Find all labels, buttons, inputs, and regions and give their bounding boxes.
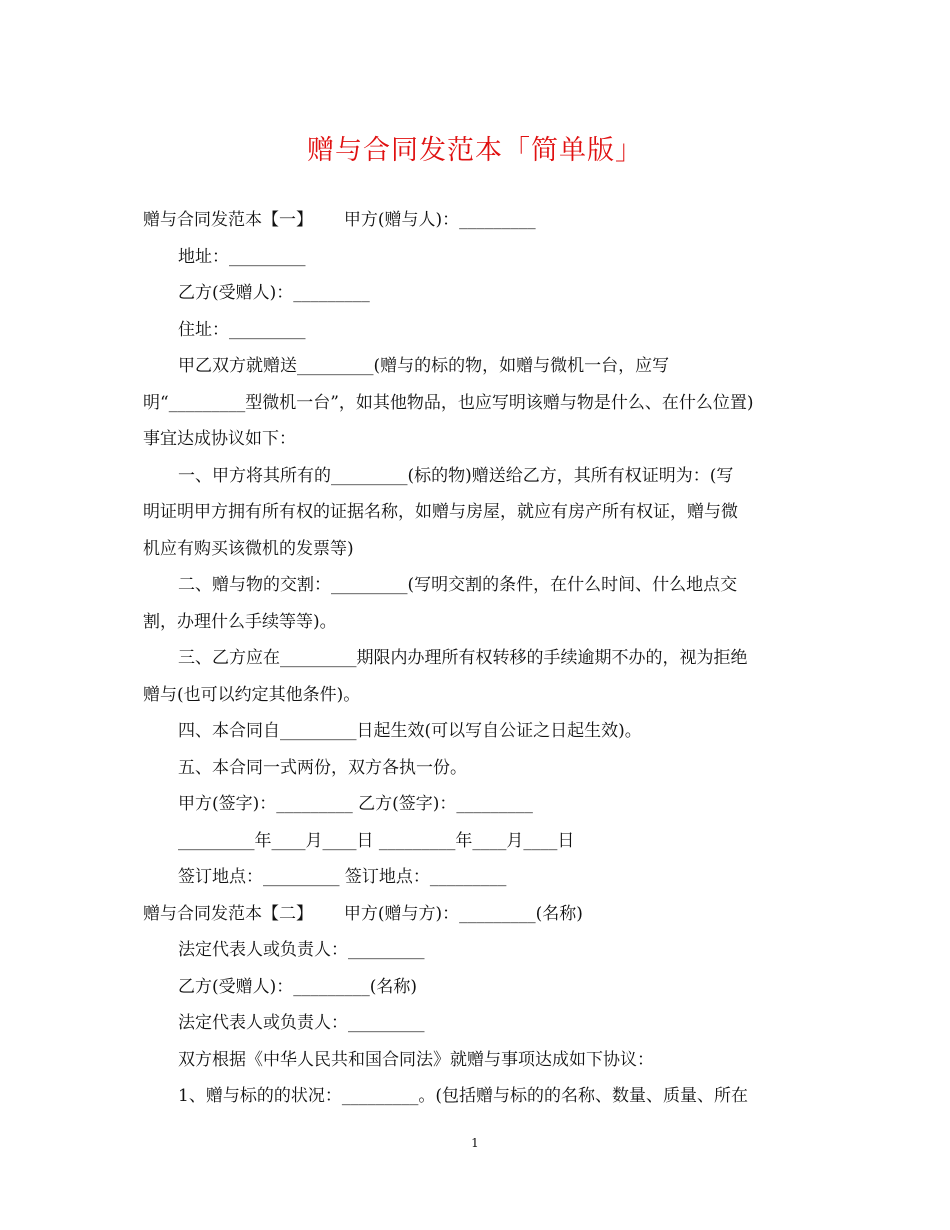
document-line: _________年____月____日 _________年____月____日 — [178, 830, 575, 851]
document-body — [143, 202, 803, 1115]
document-line: 割，办理什么手续等等)。 — [143, 611, 337, 632]
page-number: 1 — [471, 1136, 479, 1150]
document-line: 五、本合同一式两份，双方各执一份。 — [178, 757, 467, 778]
document-line: 赠与合同发范本【二】 甲方(赠与方)：_________(名称) — [143, 903, 583, 924]
document-title: 赠与合同发范本「简单版」 — [307, 135, 643, 166]
document-line: 地址：_________ — [178, 246, 306, 267]
document-line: 机应有购买该微机的发票等) — [143, 538, 354, 559]
document-line: 明证明甲方拥有所有权的证据名称，如赠与房屋，就应有房产所有权证，赠与微 — [143, 502, 738, 522]
document-line: 签订地点：_________ 签订地点：_________ — [178, 867, 507, 887]
document-line: 三、乙方应在_________期限内办理所有权转移的手续逾期不办的，视为拒绝 — [178, 648, 748, 668]
document-line: 住址：_________ — [178, 319, 306, 340]
document-line: 赠与合同发范本【一】 甲方(赠与人)：_________ — [143, 210, 536, 230]
document-line: 乙方(受赠人)：_________(名称) — [178, 976, 418, 997]
document-line: 法定代表人或负责人：_________ — [178, 1013, 425, 1033]
document-line: 乙方(受赠人)：_________ — [178, 283, 370, 303]
document-line: 法定代表人或负责人：_________ — [178, 940, 425, 960]
document-line: 二、赠与物的交割：_________(写明交割的条件，在什么时间、什么地点交 — [178, 575, 738, 595]
document-line: 甲方(签字)：_________ 乙方(签字)：_________ — [178, 794, 533, 814]
document-line: 双方根据《中华人民共和国合同法》就赠与事项达成如下协议： — [178, 1049, 654, 1070]
document-line: 事宜达成协议如下： — [143, 429, 296, 449]
document-line: 1、赠与标的的状况：_________。(包括赠与标的的名称、数量、质量、所在 — [178, 1086, 748, 1106]
document-line: 甲乙双方就赠送_________(赠与的标的物，如赠与微机一台，应写 — [178, 356, 670, 376]
document-line: 赠与(也可以约定其他条件)。 — [143, 684, 361, 705]
document-line: 四、本合同自_________日起生效(可以写自公证之日起生效)。 — [178, 721, 642, 741]
document-line: 明“_________型微机一台”，如其他物品，也应写明该赠与物是什么、在什么位置) — [143, 392, 754, 413]
document-line: 一、甲方将其所有的_________(标的物)赠送给乙方，其所有权证明为：(写 — [178, 465, 734, 486]
